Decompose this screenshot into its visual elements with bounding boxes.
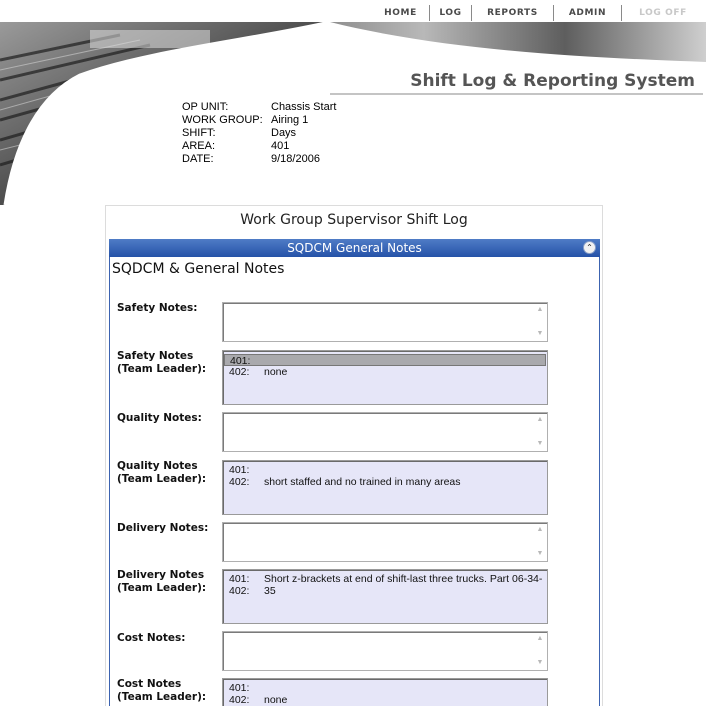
info-label: WORK GROUP: xyxy=(182,114,263,126)
app-title: Shift Log & Reporting System xyxy=(410,71,695,91)
info-label: AREA: xyxy=(182,140,216,152)
label-line: Quality Notes xyxy=(117,460,198,472)
area-code: 402: xyxy=(229,585,250,597)
scrollbar[interactable] xyxy=(534,524,546,560)
list-item[interactable] xyxy=(224,682,546,694)
list-item[interactable] xyxy=(224,464,546,476)
label-line: (Team Leader): xyxy=(117,691,207,703)
info-op-unit xyxy=(182,101,336,114)
title-divider xyxy=(330,93,703,95)
scroll-up-icon[interactable]: ▲ xyxy=(536,306,544,313)
panel-title: Work Group Supervisor Shift Log xyxy=(240,212,468,228)
header-banner-graphic xyxy=(0,0,706,210)
section-header-bar xyxy=(109,239,600,257)
info-work-group xyxy=(182,114,336,127)
section-body xyxy=(109,257,600,706)
quality-notes-label: Quality Notes: xyxy=(117,412,202,424)
nav-reports-link[interactable]: REPORTS xyxy=(472,5,554,21)
label-line: Cost Notes xyxy=(117,678,182,690)
area-code: 401: xyxy=(230,355,251,367)
safety-team-leader-label xyxy=(117,350,206,376)
scroll-down-icon[interactable]: ▼ xyxy=(536,550,544,557)
cost-notes-label: Cost Notes: xyxy=(117,632,186,644)
collapse-icon[interactable]: ⌃ xyxy=(583,241,596,254)
label-line: (Team Leader): xyxy=(117,473,207,485)
note-text: none xyxy=(264,366,288,378)
info-value: Days xyxy=(271,127,297,139)
safety-notes-textarea[interactable] xyxy=(222,302,548,342)
delivery-team-leader-label xyxy=(117,569,206,595)
info-label: OP UNIT: xyxy=(182,101,229,113)
note-text: short staffed and no trained in many areas xyxy=(264,476,461,488)
info-area xyxy=(182,140,336,153)
nav-log-link[interactable]: LOG xyxy=(430,5,472,21)
cost-team-leader-list[interactable] xyxy=(222,678,548,706)
scrollbar[interactable] xyxy=(534,304,546,340)
label-line: Safety Notes xyxy=(117,350,194,362)
delivery-notes-textarea[interactable] xyxy=(222,522,548,562)
area-code: 402: xyxy=(229,476,250,488)
note-text: Short z-brackets at end of shift-last three trucks. Part 06-34- xyxy=(264,573,543,585)
quality-team-leader-list[interactable] xyxy=(222,460,548,515)
list-item[interactable] xyxy=(224,366,546,378)
scrollbar[interactable] xyxy=(534,414,546,450)
area-code: 402: xyxy=(229,366,250,378)
quality-team-leader-label xyxy=(117,460,206,486)
scroll-up-icon[interactable]: ▲ xyxy=(536,635,544,642)
info-date xyxy=(182,153,336,166)
list-item[interactable] xyxy=(224,476,546,488)
safety-notes-label: Safety Notes: xyxy=(117,302,198,314)
area-code: 402: xyxy=(229,694,250,706)
nav-admin-link[interactable]: ADMIN xyxy=(554,5,622,21)
list-item[interactable] xyxy=(224,354,546,366)
scroll-up-icon[interactable]: ▲ xyxy=(536,526,544,533)
list-item[interactable] xyxy=(224,694,546,706)
delivery-team-leader-list[interactable] xyxy=(222,569,548,624)
label-line: Delivery Notes xyxy=(117,569,205,581)
safety-team-leader-list[interactable] xyxy=(222,350,548,405)
info-value: Chassis Start xyxy=(271,101,337,113)
scroll-down-icon[interactable]: ▼ xyxy=(536,440,544,447)
label-line: (Team Leader): xyxy=(117,363,207,375)
section-bar-title: SQDCM General Notes xyxy=(287,241,422,255)
info-shift xyxy=(182,127,336,140)
quality-notes-textarea[interactable] xyxy=(222,412,548,452)
section-heading: SQDCM & General Notes xyxy=(112,261,285,277)
list-item[interactable] xyxy=(224,573,546,585)
note-text: none xyxy=(264,694,288,706)
scrollbar[interactable] xyxy=(534,633,546,669)
list-item[interactable] xyxy=(224,585,546,597)
area-code: 401: xyxy=(229,464,250,476)
scroll-down-icon[interactable]: ▼ xyxy=(536,659,544,666)
info-value: 9/18/2006 xyxy=(271,153,320,165)
shift-info xyxy=(182,101,336,166)
scroll-up-icon[interactable]: ▲ xyxy=(536,416,544,423)
info-label: DATE: xyxy=(182,153,214,165)
scroll-down-icon[interactable]: ▼ xyxy=(536,330,544,337)
shift-log-panel xyxy=(105,205,603,706)
info-label: SHIFT: xyxy=(182,127,216,139)
delivery-notes-label: Delivery Notes: xyxy=(117,522,209,534)
nav-home-link[interactable]: HOME xyxy=(372,5,430,21)
info-value: Airing 1 xyxy=(271,114,309,126)
area-code: 401: xyxy=(229,573,250,585)
note-text: 35 xyxy=(264,585,276,597)
cost-notes-textarea[interactable] xyxy=(222,631,548,671)
top-navigation xyxy=(372,5,704,21)
label-line: (Team Leader): xyxy=(117,582,207,594)
info-value: 401 xyxy=(271,140,290,152)
nav-logoff-link: LOG OFF xyxy=(639,8,687,18)
cost-team-leader-label xyxy=(117,678,206,704)
area-code: 401: xyxy=(229,682,250,694)
